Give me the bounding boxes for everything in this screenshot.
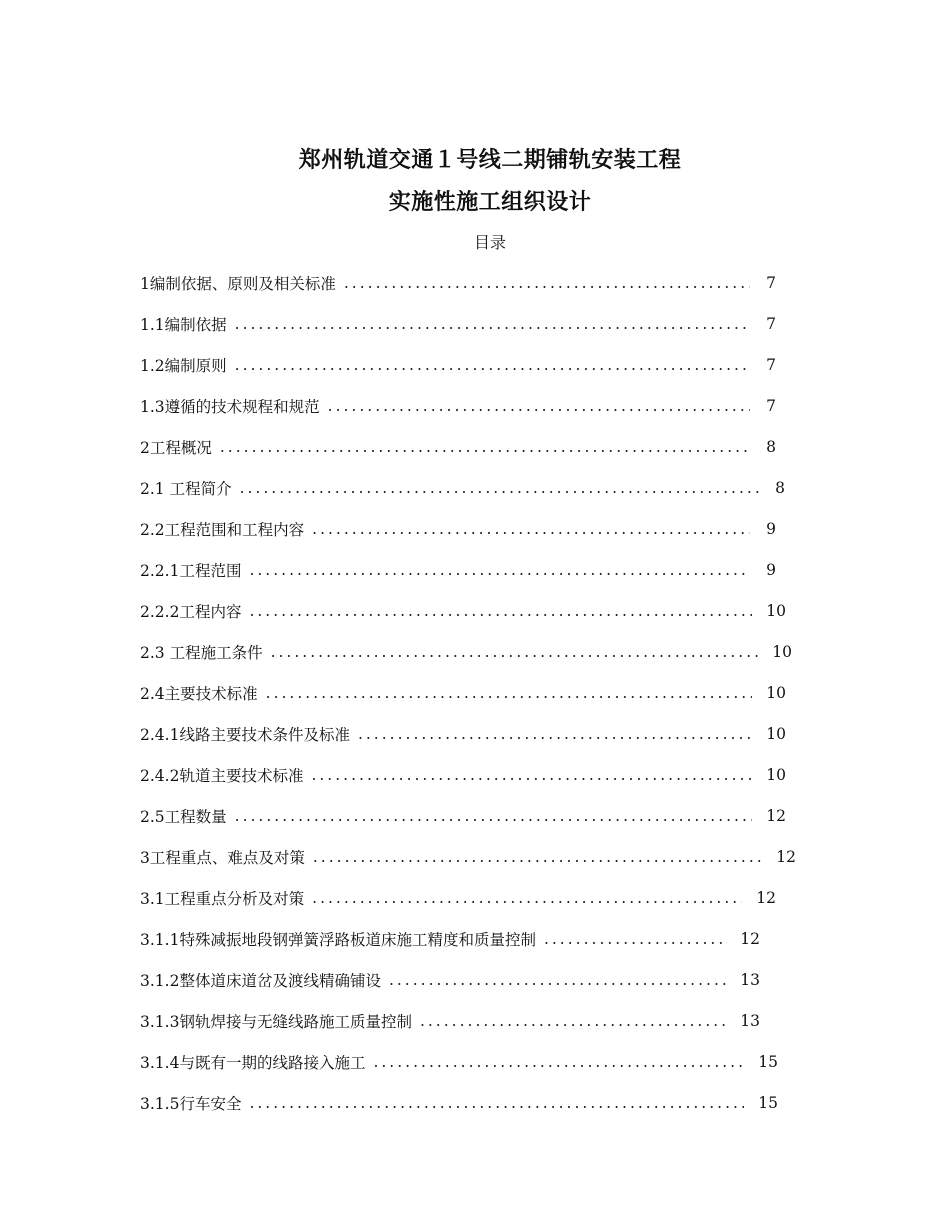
toc-entry-label: 2.4主要技术标准 [140, 685, 258, 703]
toc-entry-label: 3.1.1特殊减振地段钢弹簧浮路板道床施工精度和质量控制 [140, 931, 536, 949]
toc-entry-label: 3工程重点、难点及对策 [140, 849, 305, 867]
toc-dot-leader [313, 848, 762, 866]
toc-heading: 目录 [473, 233, 506, 252]
toc-dot-leader [311, 766, 752, 784]
toc-dot-leader [235, 315, 750, 333]
toc-entry-page: 8 [766, 438, 776, 456]
toc-entry-page: 15 [758, 1053, 778, 1071]
toc-entry-label: 2.2工程范围和工程内容 [140, 521, 305, 539]
toc-entry[interactable] [140, 803, 786, 829]
toc-entry-page: 10 [772, 643, 792, 661]
toc-dot-leader [389, 971, 726, 989]
toc-entry-page: 8 [775, 479, 785, 497]
toc-dot-leader [358, 725, 752, 743]
toc-dot-leader [249, 602, 752, 620]
toc-entry-label: 1编制依据、原则及相关标准 [140, 275, 336, 293]
toc-entry-label: 1.2编制原则 [140, 357, 227, 375]
toc-entry-page: 7 [766, 397, 776, 415]
toc-entry-page: 10 [766, 725, 786, 743]
toc-entry[interactable] [140, 639, 792, 665]
toc-entry-page: 13 [740, 971, 760, 989]
toc-entry-label: 3.1.3钢轨焊接与无缝线路施工质量控制 [140, 1013, 412, 1031]
toc-entry-label: 3.1.4与既有一期的线路接入施工 [140, 1054, 366, 1072]
toc-entry[interactable] [140, 1090, 778, 1116]
toc-entry-label: 2工程概况 [140, 439, 212, 457]
toc-dot-leader [235, 356, 750, 374]
toc-entry-page: 12 [766, 807, 786, 825]
toc-entry[interactable] [140, 557, 776, 583]
toc-entry-page: 7 [766, 356, 776, 374]
toc-entry-label: 2.4.1线路主要技术条件及标准 [140, 726, 350, 744]
toc-entry-label: 3.1.2整体道床道岔及渡线精确铺设 [140, 972, 381, 990]
toc-entry[interactable] [140, 885, 776, 911]
toc-entry-page: 9 [766, 520, 776, 538]
toc-entry[interactable] [140, 844, 796, 870]
toc-dot-leader [373, 1053, 744, 1071]
toc-entry-page: 15 [758, 1094, 778, 1112]
toc-dot-leader [235, 807, 753, 825]
toc-entry[interactable] [140, 1049, 778, 1075]
toc-entry-label: 2.5工程数量 [140, 808, 227, 826]
toc-entry[interactable] [140, 762, 786, 788]
toc-entry-page: 12 [740, 930, 760, 948]
toc-entry-page: 10 [766, 684, 786, 702]
toc-entry[interactable] [140, 516, 776, 542]
toc-entry[interactable] [140, 475, 785, 501]
toc-entry[interactable] [140, 352, 776, 378]
toc-dot-leader [266, 684, 753, 702]
toc-entry[interactable] [140, 270, 776, 296]
toc-entry-label: 2.2.2工程内容 [140, 603, 242, 621]
toc-entry[interactable] [140, 598, 786, 624]
toc-dot-leader [271, 643, 759, 661]
toc-entry-page: 13 [740, 1012, 760, 1030]
toc-entry-page: 7 [766, 315, 776, 333]
toc-entry[interactable] [140, 721, 786, 747]
toc-entry-page: 10 [766, 602, 786, 620]
toc-dot-leader [249, 561, 750, 579]
toc-entry-label: 2.2.1工程范围 [140, 562, 242, 580]
toc-entry[interactable] [140, 680, 786, 706]
toc-dot-leader [249, 1094, 744, 1112]
toc-entry-page: 10 [766, 766, 786, 784]
toc-dot-leader [344, 274, 750, 292]
toc-entry[interactable] [140, 926, 760, 952]
toc-dot-leader [220, 438, 750, 456]
toc-entry[interactable] [140, 434, 776, 460]
toc-dot-leader [312, 520, 750, 538]
toc-entry-page: 9 [766, 561, 776, 579]
document-subtitle: 实施性施工组织设计 [388, 190, 592, 215]
toc-entry-page: 12 [756, 889, 776, 907]
toc-dot-leader [328, 397, 750, 415]
toc-entry[interactable] [140, 393, 776, 419]
toc-dot-leader [544, 930, 726, 948]
toc-dot-leader [420, 1012, 726, 1030]
toc-entry[interactable] [140, 311, 776, 337]
toc-entry-label: 2.1 工程简介 [140, 480, 232, 498]
toc-entry-label: 2.3 工程施工条件 [140, 644, 263, 662]
toc-entry-page: 12 [776, 848, 796, 866]
toc-entry-page: 7 [766, 274, 776, 292]
document-title: 郑州轨道交通１号线二期铺轨安装工程 [298, 148, 682, 173]
toc-entry[interactable] [140, 967, 760, 993]
toc-entry-label: 1.1编制依据 [140, 316, 227, 334]
toc-entry[interactable] [140, 1008, 760, 1034]
toc-entry-label: 2.4.2轨道主要技术标准 [140, 767, 304, 785]
toc-entry-label: 3.1.5行车安全 [140, 1095, 242, 1113]
toc-dot-leader [312, 889, 742, 907]
toc-entry-label: 1.3遵循的技术规程和规范 [140, 398, 320, 416]
toc-dot-leader [240, 479, 759, 497]
toc-entry-label: 3.1工程重点分析及对策 [140, 890, 305, 908]
